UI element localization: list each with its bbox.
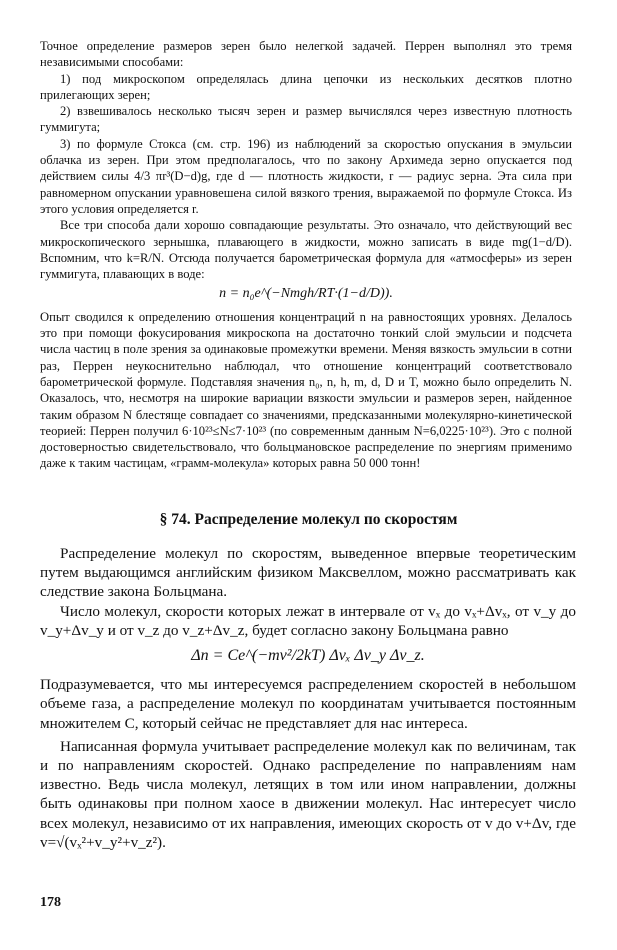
list-item-method-3: 3) по формуле Стокса (см. стр. 196) из наблюдений за скоростью опускания в эмульсии облачка из зерен. При этом предполагалось, что по закону Архимеда зерно опускается под действием силы 4/3 πr³(D−d)g, где d — плотность жидкости, r — радиус зерна. Эта сила при равномерном опускании уравновешена силой вязкого трения, выражаемой по формуле Стокса. Из этого условия определяется r. <box>40 136 572 216</box>
paragraph-directions: Написанная формула учитывает распределение молекул как по величинам, так и по направлениям скоростей. Однако распределение по направлениям нам известно. Ведь числа молекул, летящих в том или ином направлении, должны быть одинаковы при полном хаосе в движении молекул. Нас интересует число всех молекул, независимо от их направления, имеющих скорость от v до v+Δv, где v=√(vₓ²+v_y²+v_z²). <box>40 737 576 851</box>
paragraph-results: Все три способа дали хорошо совпадающие результаты. Это означало, что действующий вес микроскопического зернышка, плавающего в жидкости, можно записать в виде mg(1−d/D). Вспомним, что k=R/N. Отсюда получается барометрическая формула для «атмосферы» из зерен гуммигута, плавающих в воде: <box>40 218 572 282</box>
section-text-block <box>40 544 576 852</box>
page-number: 178 <box>40 895 61 910</box>
paragraph-intro: Точное определение размеров зерен было нелегкой задачей. Перрен выполнял это тремя независимыми способами: <box>40 39 572 70</box>
section-heading: § 74. Распределение молекул по скоростям <box>159 511 458 528</box>
paragraph-velocity-interval: Число молекул, скорости которых лежат в интервале от vₓ до vₓ+Δvₓ, от v_y до v_y+Δv_y и от v_z до v_z+Δv_z, будет согласно закону Больцмана равно <box>40 602 576 639</box>
boltzmann-velocity-formula: Δn = Ce^(−mv²/2kT) Δvₓ Δv_y Δv_z. <box>191 647 425 665</box>
top-text-block <box>40 38 572 472</box>
paragraph-coordinates: Подразумевается, что мы интересуемся распределением скоростей в небольшом объеме газа, а распределение молекул по координатам учитывается постоянным множителем C, который сейчас не представляет для нас интереса. <box>40 676 576 732</box>
paragraph-maxwell: Распределение молекул по скоростям, выведенное впервые теоретическим путем выдающимся английским физиком Максвеллом, можно рассматривать как следствие закона Больцмана. <box>40 545 576 601</box>
list-item-method-2: 2) взвешивалось несколько тысяч зерен и размер вычислялся через известную плотность гуммигута; <box>40 104 572 135</box>
list-item-method-1: 1) под микроскопом определялась длина цепочки из нескольких десятков плотно прилегающих зерен; <box>40 71 572 102</box>
paragraph-experiment: Опыт сводился к определению отношения концентраций n на равностоящих уровнях. Делалось это при помощи фокусирования микроскопа на достаточно тонкий слой эмульсии и подсчета числа частиц в поле зрения за одинаковые промежутки времени. Меняя вязкость эмульсии в сотни раз, Перрен неукоснительно наблюдал, что отношение концентраций соответствовало барометрической формуле. Подставляя значения n₀, n, h, m, d, D и T, можно было определить N. Оказалось, что, несмотря на широкие вариации вязкости эмульсии и размеров зерен, найденное таким образом N блестяще совпадает со значениями, предсказанными молекулярно-кинетической теорией: Перрен получил 6·10²³≤N≤7·10²³ (по современным данным N=6,0225·10²³). Это с полной достоверностью свидетельствовало, что больцмановское распределение по энергиям применимо даже к таким частицам, «грамм-молекула» которых равна 50 000 тонн! <box>40 309 572 471</box>
barometric-formula: n = n₀e^(−Nmgh/RT·(1−d/D)). <box>219 286 393 302</box>
